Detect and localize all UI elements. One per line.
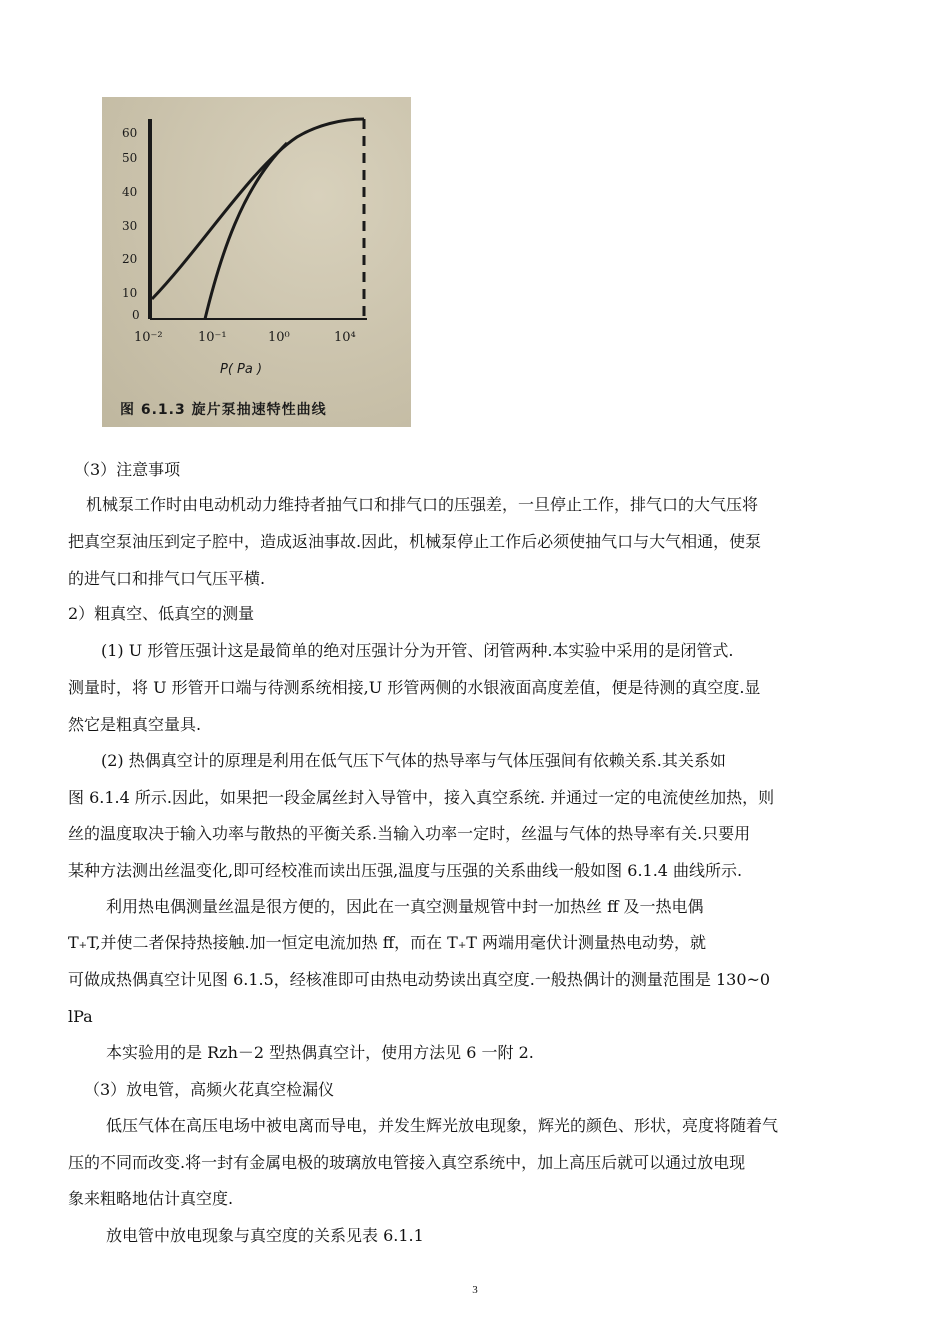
y-tick: 20 (122, 252, 138, 266)
x-tick: 10⁰ (268, 330, 290, 345)
speed-curve-a (152, 119, 364, 299)
y-tick: 60 (122, 126, 138, 140)
x-tick: 10⁻¹ (198, 330, 227, 345)
paragraph-line: 本实验用的是 Rzh－2 型热偶真空计，使用方法见 6 一附 2. (106, 1043, 534, 1062)
paragraph-line: 把真空泵油压到定子腔中，造成返油事故.因此，机械泵停止工作后必须使抽气口与大气相通，使泵 (68, 532, 762, 551)
y-tick: 10 (122, 286, 138, 300)
section-heading: （3）放电管，高频火花真空检漏仪 (84, 1080, 335, 1099)
paragraph-line: (1) U 形管压强计这是最简单的绝对压强计分为开管、闭管两种.本实验中采用的是闭管式. (101, 641, 734, 660)
y-tick: 50 (122, 151, 138, 165)
section-heading: （3）注意事项 (74, 460, 181, 479)
paragraph-line: 压的不同而改变.将一封有金属电极的玻璃放电管接入真空系统中，加上高压后就可以通过放电现 (68, 1153, 746, 1172)
paragraph-line: 可做成热偶真空计见图 6.1.5，经核准即可由热电动势读出真空度.一般热偶计的测量范围是 130~0 (68, 970, 771, 989)
paragraph-line: lPa (68, 1007, 93, 1026)
x-tick: 10⁴ (334, 330, 356, 345)
paragraph-line: 测量时，将 U 形管开口端与待测系统相接,U 形管两侧的水银液面高度差值，便是待测的真空度.显 (68, 678, 761, 697)
paragraph-line: 然它是粗真空量具. (68, 715, 202, 734)
y-tick: 30 (122, 219, 138, 233)
paragraph-line: 机械泵工作时由电动机动力维持者抽气口和排气口的压强差，一旦停止工作，排气口的大气压将 (86, 495, 759, 514)
paragraph-line: 某种方法测出丝温变化,即可经校准而读出压强,温度与压强的关系曲线一般如图 6.1.4 曲线所示. (68, 861, 743, 880)
paragraph-line: 的进气口和排气口气压平横. (68, 569, 266, 588)
x-axis-label: P( Pa ) (220, 362, 263, 377)
paragraph-line: 放电管中放电现象与真空度的关系见表 6.1.1 (106, 1226, 424, 1245)
paragraph-line: (2) 热偶真空计的原理是利用在低气压下气体的热导率与气体压强间有依赖关系.其关系如 (101, 751, 726, 770)
y-tick: 40 (122, 185, 138, 199)
paragraph-line: 丝的温度取决于输入功率与散热的平衡关系.当输入功率一定时，丝温与气体的热导率有关.只要用 (68, 824, 751, 843)
x-tick: 10⁻² (134, 330, 163, 345)
y-tick: 0 (132, 308, 140, 322)
section-heading: 2）粗真空、低真空的测量 (68, 604, 255, 623)
paragraph-line: 图 6.1.4 所示.因此，如果把一段金属丝封入导管中，接入真空系统. 并通过一定的电流使丝加热，则 (68, 788, 775, 807)
figure-caption: 图 6.1.3 旋片泵抽速特性曲线 (120, 402, 327, 418)
paragraph-line: 利用热电偶测量丝温是很方便的，因此在一真空测量规管中封一加热丝 ff 及一热电偶 (106, 897, 704, 916)
figure-6-1-3 (102, 97, 411, 427)
speed-curve-b (205, 143, 287, 319)
paragraph-line: 象来粗略地估计真空度. (68, 1189, 234, 1208)
paragraph-line: 低压气体在高压电场中被电离而导电，并发生辉光放电现象，辉光的颜色、形状，亮度将随着气 (106, 1116, 779, 1135)
pump-speed-chart (102, 97, 411, 397)
page-number: 3 (472, 1284, 478, 1296)
paragraph-line: T₊T,并使二者保持热接触.加一恒定电流加热 ff，而在 T₊T 两端用毫伏计测量热电动势，就 (68, 933, 707, 952)
